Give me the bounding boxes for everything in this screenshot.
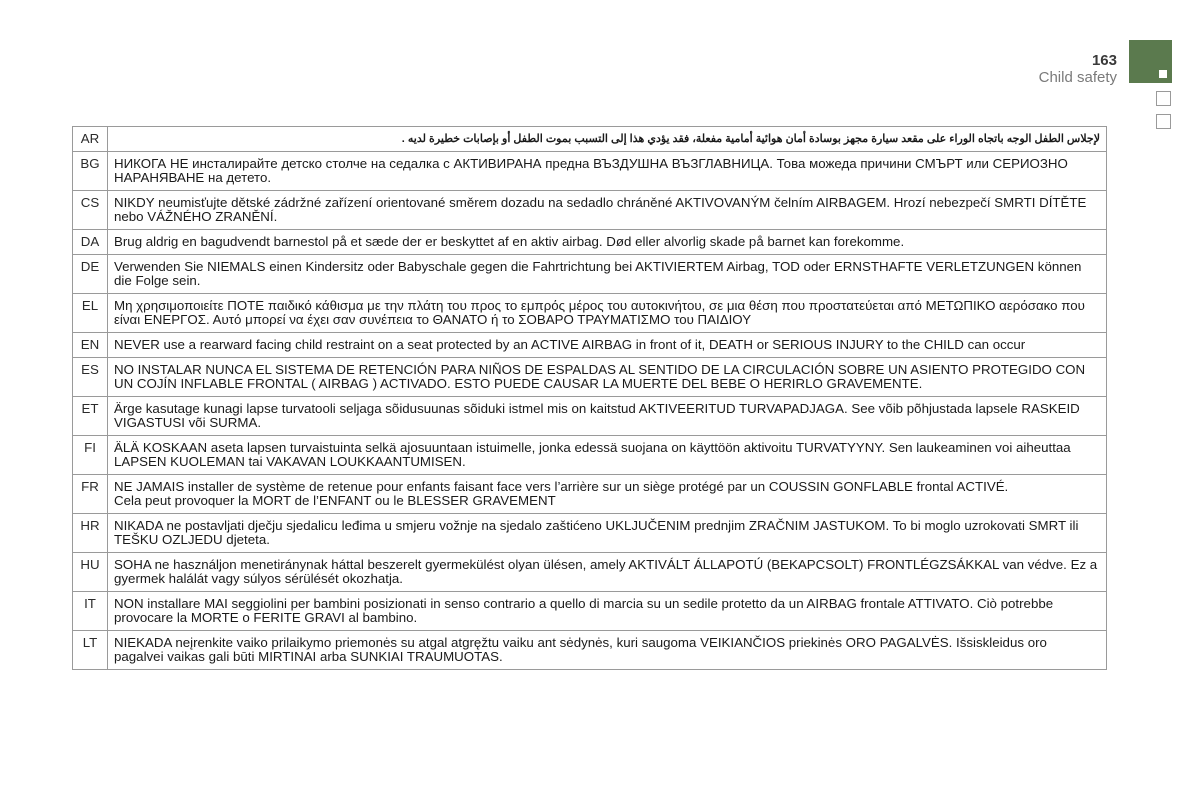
- warning-row-hr: [73, 514, 1107, 553]
- language-code: ES: [73, 358, 108, 397]
- warning-row-es: [73, 358, 1107, 397]
- warning-text: Μη χρησιμοποιείτε ΠΟΤΕ παιδικό κάθισμα με την πλάτη του προς το εμπρός μέρος του αυτοκινήτου, σε μια θέση που προστατεύεται από ΜΕΤΩΠΙΚΟ αερόσακο που είναι ΕΝΕΡΓΟΣ. Αυτό μπορεί να έχει σαν συνέπεια το ΘΑΝΑΤΟ ή το ΣΟΒΑΡΟ ΤΡΑΥΜΑΤΙΣΜΟ του ΠΑΙΔΙΟΥ: [108, 294, 1107, 333]
- warning-text: Ärge kasutage kunagi lapse turvatooli seljaga sõidusuunas sõiduki istmel mis on kaitstud AKTIVEERITUD TURVAPADJAGA. See võib põhjustada lapsele RASKEID VIGASTUSI või SURMA.: [108, 397, 1107, 436]
- language-code: LT: [73, 631, 108, 670]
- warning-text: NEVER use a rearward facing child restraint on a seat protected by an ACTIVE AIRBAG in front of it, DEATH or SERIOUS INJURY to the CHILD can occur: [108, 333, 1107, 358]
- language-code: ET: [73, 397, 108, 436]
- page-number: 163: [1091, 52, 1117, 69]
- warning-text: ÄLÄ KOSKAAN aseta lapsen turvaistuinta selkä ajosuuntaan istuimelle, jonka edessä suojana on käyttöön aktivoitu TURVATYYNY. Sen laukeaminen voi aiheuttaa LAPSEN KUOLEMAN tai VAKAVAN LOUKKAANTUMISEN.: [108, 436, 1107, 475]
- warning-text: Brug aldrig en bagudvendt barnestol på et sæde der er beskyttet af en aktiv airbag. Død eller alvorlig skade på barnet kan forekomme.: [108, 230, 1107, 255]
- warning-row-fr: [73, 475, 1107, 514]
- warning-row-da: [73, 230, 1107, 255]
- warning-row-hu: [73, 553, 1107, 592]
- language-code: AR: [73, 127, 108, 152]
- language-code: DA: [73, 230, 108, 255]
- chapter-indicator-square: [1156, 91, 1171, 106]
- chapter-indicator-square: [1156, 114, 1171, 129]
- warning-text: NIKDY neumisťujte dětské zádržné zařízení orientované směrem dozadu na sedadlo chráněné AKTIVOVANÝM čelním AIRBAGEM. Hrozí nebezpečí SMRTI DÍTĚTE nebo VÁŽNÉHO ZRANĚNÍ.: [108, 191, 1107, 230]
- warning-text: NIEKADA neįrenkite vaiko prilaikymo priemonės su atgal atgręžtu vaiku ant sėdynės, kuri saugoma VEIKIANČIOS priekinės ORO PAGALVĖS. Išsiskleidus oro pagalvei vaikas gali būti MIRTINAI arba SUNKIAI TRAUMUOTAS.: [108, 631, 1107, 670]
- warning-row-et: [73, 397, 1107, 436]
- section-title: Child safety: [1038, 69, 1117, 86]
- warning-text: Verwenden Sie NIEMALS einen Kindersitz oder Babyschale gegen die Fahrtrichtung bei AKTIVIERTEM Airbag, TOD oder ERNSTHAFTE VERLETZUNGEN können die Folge sein.: [108, 255, 1107, 294]
- language-code: EL: [73, 294, 108, 333]
- language-code: FI: [73, 436, 108, 475]
- warning-row-en: [73, 333, 1107, 358]
- language-code: FR: [73, 475, 108, 514]
- warning-table-body: [73, 127, 1107, 670]
- warning-row-cs: [73, 191, 1107, 230]
- warning-row-ar: [73, 127, 1107, 152]
- warning-text: NON installare MAI seggiolini per bambini posizionati in senso contrario a quello di marcia su un sedile protetto da un AIRBAG frontale ATTIVATO. Ciò potrebbe provocare la MORTE o FERITE GRAVI al bambino.: [108, 592, 1107, 631]
- warning-text: НИКОГА НЕ инсталирайте детско столче на седалка с АКТИВИРАНА предна ВЪЗДУШНА ВЪЗГЛАВНИЦА. Това можеда причини СМЪРТ или СЕРИОЗНО НАРАНЯВАНЕ на детето.: [108, 152, 1107, 191]
- warning-row-it: [73, 592, 1107, 631]
- language-code: CS: [73, 191, 108, 230]
- warning-text: SOHA ne használjon menetiránynak háttal beszerelt gyermekülést olyan ülésen, amely AKTIVÁLT ÁLLAPOTÚ (BEKAPCSOLT) FRONTLÉGZSÁKKAL van védve. Ez a gyermek halálát vagy súlyos sérülését okozhatja.: [108, 553, 1107, 592]
- airbag-warning-table: [72, 126, 1107, 670]
- warning-text: NIKADA ne postavljati dječju sjedalicu leđima u smjeru vožnje na sjedalo zaštićeno UKLJUČENIM prednjim ZRAČNIM JASTUKOM. To bi moglo uzrokovati SMRT ili TEŠKU OZLJEDU djeteta.: [108, 514, 1107, 553]
- warning-row-bg: [73, 152, 1107, 191]
- language-code: HR: [73, 514, 108, 553]
- chapter-tab-marker: [1159, 70, 1167, 78]
- chapter-tab: [1129, 40, 1172, 83]
- warning-row-lt: [73, 631, 1107, 670]
- warning-text: NE JAMAIS installer de système de retenue pour enfants faisant face vers l’arrière sur un siège protégé par un COUSSIN GONFLABLE frontal ACTIVÉ. Cela peut provoquer la MORT de l’ENFANT ou le BLESSER GRAVEMENT: [108, 475, 1107, 514]
- warning-row-fi: [73, 436, 1107, 475]
- warning-text: NO INSTALAR NUNCA EL SISTEMA DE RETENCIÓN PARA NIÑOS DE ESPALDAS AL SENTIDO DE LA CIRCULACIÓN SOBRE UN ASIENTO PROTEGIDO CON UN COJÍN INFLABLE FRONTAL ( AIRBAG ) ACTIVADO. ESTO PUEDE CAUSAR LA MUERTE DEL BEBE O HERIRLO GRAVEMENTE.: [108, 358, 1107, 397]
- warning-row-el: [73, 294, 1107, 333]
- language-code: IT: [73, 592, 108, 631]
- language-code: EN: [73, 333, 108, 358]
- language-code: DE: [73, 255, 108, 294]
- warning-text: لإجلاس الطفل الوجه باتجاه الوراء على مقعد سيارة مجهز بوسادة أمان هوائية أمامية مفعلة، فقد يؤدي هذا إلى التسبب بموت الطفل أو بإصابات خطيرة لديه .: [108, 127, 1107, 152]
- language-code: BG: [73, 152, 108, 191]
- language-code: HU: [73, 553, 108, 592]
- warning-row-de: [73, 255, 1107, 294]
